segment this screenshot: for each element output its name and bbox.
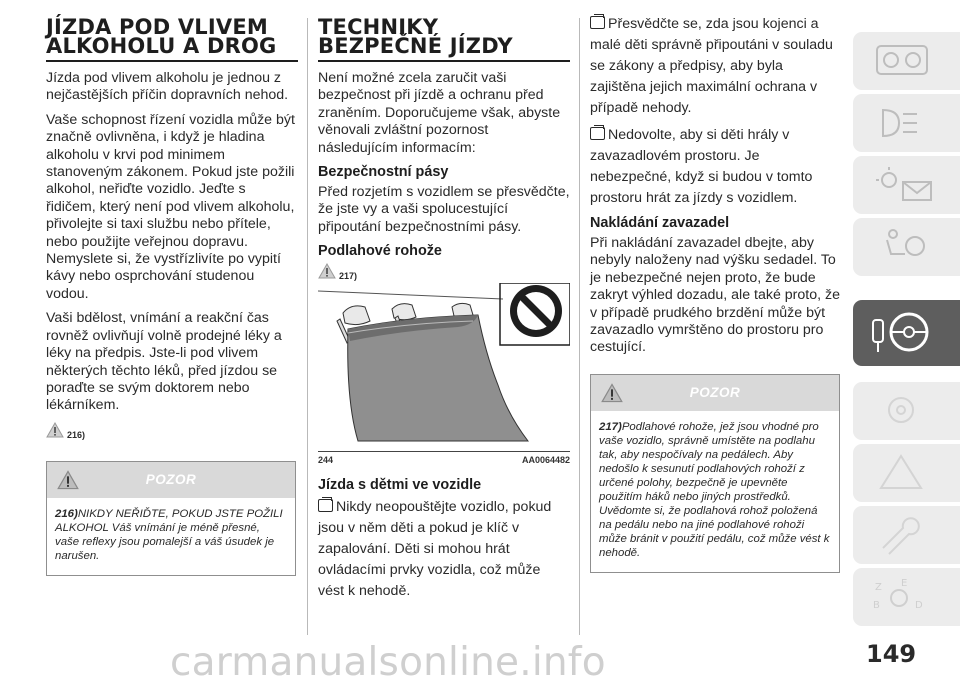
warning-reference [46, 422, 298, 440]
bullet-item: Nikdy neopouštějte vozidlo, pokud jsou v něm děti a pokud je klíč v zapalování. Děti si mohou hrát ovládacími prvky vozidla, což může vést k nehodě. [318, 499, 552, 600]
pozor-warning-box [46, 461, 296, 576]
tab-start-drive[interactable] [853, 382, 960, 440]
warning-triangle-icon [318, 263, 336, 279]
warning-reference [318, 263, 570, 281]
title-underline [318, 60, 570, 62]
paragraph: Není možné zcela zaručit vaši bezpečnost při jízdě a ochranu před zraněním. Doporučujeme však, abyste věnovali zvláštní pozornost následujícím informacím: [318, 70, 561, 156]
warning-triangle-icon [46, 422, 64, 438]
paragraph: Při nakládání zavazadel dbejte, aby nebyly naloženy nad výšku sedadel. To je nebezpečné nejen proto, že bude zakryt výhled dozadu, ale také proto, že v případě prudkého brzdění může být zavazadlo vymrštěno do prostoru pro cestující. [590, 235, 840, 356]
pozor-header [591, 375, 839, 411]
heading-luggage: Nakládání zavazadel [590, 215, 730, 231]
paragraph: Vaši bdělost, vnímání a reakční čas rovněž ovlivňují volně prodejné léky a léky na předpis. Jste-li pod vlivem některých těchto léků, před jízdou se poraďte se svým doktorem nebo lékárníkem. [46, 310, 282, 414]
section-title-safe-driving: TECHNIKY BEZPEČNÉ JÍZDY [318, 15, 513, 58]
column-alcohol [46, 15, 298, 576]
tab-climate-mail[interactable] [853, 156, 960, 214]
tab-safety[interactable] [853, 300, 960, 366]
svg-text:Z: Z [875, 582, 882, 593]
alphabet-search-icon [871, 576, 941, 618]
floor-mat-illustration [318, 283, 570, 452]
figure-number: 244 [318, 455, 334, 466]
tab-warning[interactable] [853, 444, 960, 502]
pozor-label: POZOR [145, 471, 197, 487]
airbag-seat-icon [871, 226, 941, 268]
watermark: carmanualsonline.info [170, 640, 606, 685]
bullet-icon [318, 499, 333, 512]
warning-triangle-icon [57, 470, 79, 490]
svg-text:E: E [901, 578, 908, 589]
svg-text:D: D [915, 600, 923, 611]
tab-dashboard[interactable] [853, 32, 960, 90]
warning-ref-number: 217) [339, 271, 358, 282]
dashboard-icon [871, 40, 941, 82]
pozor-header [47, 462, 295, 498]
lights-icon [871, 102, 941, 144]
title-underline [46, 60, 298, 62]
gear-icon [871, 390, 941, 432]
paragraph: Před rozjetím s vozidlem se přesvědčte, že jste vy a vaši spolucestující připoutání bezpečnostními pásy. [318, 184, 570, 235]
figure-caption [318, 455, 570, 465]
column-divider-2 [579, 18, 580, 635]
heading-seatbelts: Bezpečnostní pásy [318, 164, 449, 181]
column-safe-driving [318, 15, 570, 608]
paragraph: Jízda pod vlivem alkoholu je jednou z nejčastějších příčin dopravních nehod. [46, 70, 289, 104]
section-title-alcohol: JÍZDA POD VLIVEM ALKOHOLU A DROG [46, 15, 277, 58]
warning-icon [871, 452, 941, 494]
pozor-text: 216)NIKDY NEŘIĎTE, POKUD JSTE POŽILI ALKOHOL Váš vnímání je méně přesné, vaše reflexy jsou pomalejší a váš úsudek je narušen. [55, 507, 283, 562]
pedal-floor-mat-drawing [318, 283, 570, 451]
bullet-icon [590, 16, 605, 29]
pozor-label: POZOR [689, 384, 741, 400]
tab-airbag[interactable] [853, 218, 960, 276]
steering-wheel-key-icon [871, 308, 941, 358]
tab-emergency[interactable] [853, 506, 960, 564]
column-children-luggage [590, 18, 842, 573]
tab-lights[interactable] [853, 94, 960, 152]
bullet-icon [590, 127, 605, 140]
paragraph: Vaše schopnost řízení vozidla může být značně ovlivněna, i když je hladina alkoholu v krvi pod minimem stanoveným zákonem. Pokud jste požili alkohol, neřiďte vozidlo. Jeďte s řidičem, který není pod vlivem alkoholu, přivolejte si taxi službu nebo přítele, nebo použijte veřejnou dopravu. Nemyslete si, že vystřízlivíte po vypití kávy nebo osprchování studenou vodou. [46, 111, 295, 302]
svg-text:B: B [873, 600, 880, 611]
tab-index[interactable] [853, 568, 960, 626]
heading-floor-mats: Podlahové rohože [318, 243, 442, 260]
pozor-text: 217)Podlahové rohože, jež jsou vhodné pro vaše vozidlo, správně umístěte na podlahu tak, aby nespočívaly na pedálech. Aby nedošlo k sesunutí podlahových rohoží z určené polohy, bezpečně je upevněte použitím háků nebo jiných prostředků. Uvědomte si, že podlahová rohož položená na pedálu nebo na jiné podlahové rohoži může bránit v použití pedálu, což může vést k nehodě. [599, 420, 830, 559]
warning-ref-number: 216) [67, 429, 86, 440]
page-number: 149 [866, 640, 917, 668]
bullet-item: Nedovolte, aby si děti hrály v zavazadlovém prostoru. Je nebezpečné, když si budou v tomto prostoru hrát za jízdy s vozidlem. [590, 127, 813, 206]
heading-children: Jízda s dětmi ve vozidle [318, 477, 482, 494]
wrench-icon [871, 514, 941, 556]
sun-envelope-icon [871, 164, 941, 206]
bullet-item: Přesvědčte se, zda jsou kojenci a malé děti správně připoutáni v souladu se zákony a předpisy, aby byla zajištěna jejich maximální ochrana v případě nehody. [590, 16, 833, 116]
figure-code: AA0064482 [521, 455, 570, 466]
warning-triangle-icon [601, 383, 623, 403]
column-divider-1 [307, 18, 308, 635]
pozor-warning-box [590, 374, 840, 573]
